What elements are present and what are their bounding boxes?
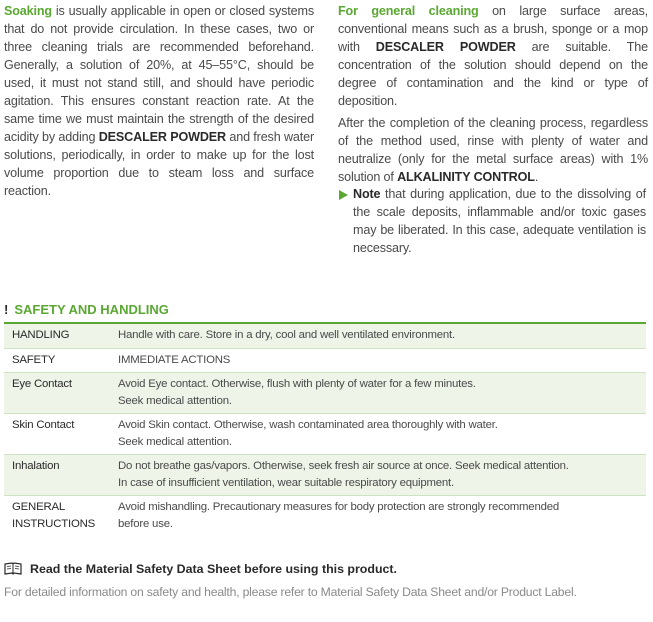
row-label: GENERAL INSTRUCTIONS <box>4 496 110 537</box>
row-value: Avoid Skin contact. Otherwise, wash contaminated area thoroughly with water. Seek medical attention. <box>110 414 646 455</box>
table-row-inhalation <box>4 455 646 496</box>
soaking-text-1: is usually applicable in open or closed systems that do not provide circulation. In these cases, two or three cleaning trials are recommended beforehand. Generally, a solution of 20%, at 45–55°C, should be used, it must not stand still, and should have periodic agitation. This ensures constant reaction rate. At the same time we must maintain the strength of the desired acidity by adding <box>4 4 314 144</box>
safety-title-text: SAFETY AND HANDLING <box>14 302 169 317</box>
safety-section-title <box>4 302 646 317</box>
safety-table <box>4 322 646 536</box>
row-value: Handle with care. Store in a dry, cool and well ventilated environment. <box>110 323 646 348</box>
row-value: Avoid Eye contact. Otherwise, flush with plenty of water for a few minutes. Seek medical attention. <box>110 373 646 414</box>
rinse-end: . <box>534 170 539 184</box>
row-label: HANDLING <box>4 323 110 348</box>
general-cleaning-text-1: on large surface areas, conventional means such as a brush, sponge or a mop with <box>338 4 648 54</box>
row-value: Do not breathe gas/vapors. Otherwise, seek fresh air source at once. Seek medical attention. In case of insufficient ventilation, wear suitable respiratory equipment. <box>110 455 646 496</box>
general-cleaning-column <box>338 2 648 186</box>
general-cleaning-lead: For general cleaning <box>338 4 479 18</box>
play-arrow-icon <box>339 190 348 200</box>
soaking-column <box>4 2 314 200</box>
row-label: Eye Contact <box>4 373 110 414</box>
table-row-safety <box>4 348 646 373</box>
general-cleaning-paragraph <box>338 2 648 110</box>
general-cleaning-product: DESCALER POWDER <box>375 40 516 54</box>
soaking-text-2: and fresh water solutions, periodically, in order to make up for the lost volume proportion due to steam loss and surface reaction. <box>4 130 314 198</box>
warning-exclamation-icon: ! <box>4 302 9 317</box>
footer-text: For detailed information on safety and health, please refer to Material Safety Data Sheet and/or Product Label. <box>4 585 577 599</box>
soaking-lead: Soaking <box>4 4 52 18</box>
note-body: that during application, due to the dissolving of the scale deposits, inflammable and/or toxic gases may be liberated. In this case, adequate ventilation is necessary. <box>353 187 646 255</box>
msds-notice <box>4 562 646 578</box>
row-label: Inhalation <box>4 455 110 496</box>
row-value: IMMEDIATE ACTIONS <box>110 348 646 373</box>
rinse-paragraph <box>338 114 648 186</box>
note-block <box>339 185 646 257</box>
soaking-paragraph <box>4 2 314 200</box>
soaking-product: DESCALER POWDER <box>98 130 226 144</box>
msds-notice-text: Read the Material Safety Data Sheet before using this product. <box>30 562 397 576</box>
note-lead: Note <box>353 187 381 201</box>
rinse-text: After the completion of the cleaning process, regardless of the method used, rinse with plenty of water and neutralize (only for the metal surface areas) with 1% solution of <box>338 116 648 184</box>
general-cleaning-text-2: are suitable. The concentration of the solution should depend on the degree of contamination and the kind or type of deposition. <box>338 40 648 108</box>
row-value: Avoid mishandling. Precautionary measures for body protection are strongly recommended before use. <box>110 496 646 537</box>
table-row-general-instructions <box>4 496 646 537</box>
rinse-product: ALKALINITY CONTROL <box>397 170 535 184</box>
row-label: SAFETY <box>4 348 110 373</box>
row-label: Skin Contact <box>4 414 110 455</box>
table-row-handling <box>4 323 646 348</box>
table-row-eye-contact <box>4 373 646 414</box>
open-book-icon <box>4 562 22 578</box>
table-row-skin-contact <box>4 414 646 455</box>
note-text <box>353 185 646 257</box>
